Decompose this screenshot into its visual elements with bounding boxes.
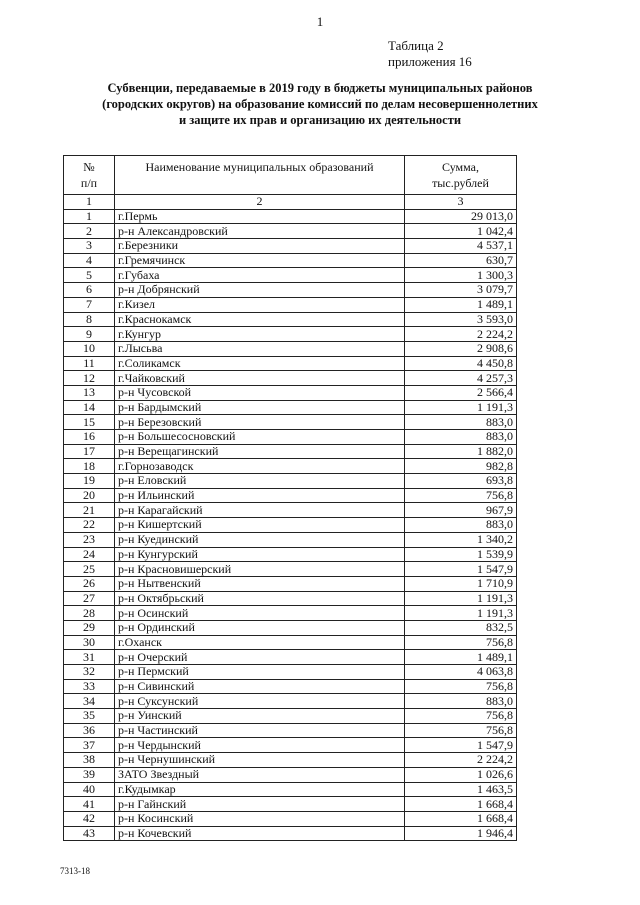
municipality-name: р-н Чусовской bbox=[115, 385, 405, 400]
table-row bbox=[64, 694, 517, 709]
municipality-name: г.Краснокамск bbox=[115, 312, 405, 327]
municipality-name: р-н Осинский bbox=[115, 606, 405, 621]
table-row bbox=[64, 576, 517, 591]
amount: 883,0 bbox=[405, 430, 517, 445]
table-row bbox=[64, 797, 517, 812]
amount: 1 668,4 bbox=[405, 811, 517, 826]
row-number: 32 bbox=[64, 665, 115, 680]
table-row bbox=[64, 253, 517, 268]
appendix-label: приложения 16 bbox=[388, 54, 472, 69]
amount: 883,0 bbox=[405, 694, 517, 709]
table-row bbox=[64, 665, 517, 680]
table-row bbox=[64, 297, 517, 312]
table-row bbox=[64, 268, 517, 283]
table-row bbox=[64, 444, 517, 459]
amount: 1 191,3 bbox=[405, 606, 517, 621]
row-number: 28 bbox=[64, 606, 115, 621]
amount: 1 710,9 bbox=[405, 576, 517, 591]
column-index: 1 bbox=[64, 195, 115, 210]
row-number: 37 bbox=[64, 738, 115, 753]
amount: 756,8 bbox=[405, 723, 517, 738]
amount: 2 224,2 bbox=[405, 753, 517, 768]
title-line: Субвенции, передаваемые в 2019 году в бюджеты муниципальных районов bbox=[107, 81, 533, 95]
row-number: 5 bbox=[64, 268, 115, 283]
amount: 1 489,1 bbox=[405, 650, 517, 665]
amount: 4 450,8 bbox=[405, 356, 517, 371]
row-number: 38 bbox=[64, 753, 115, 768]
table-header-row bbox=[64, 156, 517, 195]
row-number: 11 bbox=[64, 356, 115, 371]
row-number: 33 bbox=[64, 679, 115, 694]
amount: 29 013,0 bbox=[405, 209, 517, 224]
table-row bbox=[64, 356, 517, 371]
municipality-name: р-н Пермский bbox=[115, 665, 405, 680]
row-number: 13 bbox=[64, 385, 115, 400]
amount: 3 079,7 bbox=[405, 283, 517, 298]
table-row bbox=[64, 782, 517, 797]
table-row bbox=[64, 239, 517, 254]
municipality-name: р-н Большесосновский bbox=[115, 430, 405, 445]
amount: 693,8 bbox=[405, 474, 517, 489]
municipality-name: р-н Кишертский bbox=[115, 518, 405, 533]
row-number: 27 bbox=[64, 591, 115, 606]
row-number: 42 bbox=[64, 811, 115, 826]
row-number: 1 bbox=[64, 209, 115, 224]
amount: 756,8 bbox=[405, 488, 517, 503]
row-number: 41 bbox=[64, 797, 115, 812]
municipality-name: г.Гремячинск bbox=[115, 253, 405, 268]
amount: 1 026,6 bbox=[405, 767, 517, 782]
table-row bbox=[64, 826, 517, 841]
municipality-name: р-н Ильинский bbox=[115, 488, 405, 503]
municipality-name: р-н Чердынский bbox=[115, 738, 405, 753]
table-row bbox=[64, 518, 517, 533]
row-number: 39 bbox=[64, 767, 115, 782]
row-number: 22 bbox=[64, 518, 115, 533]
table-row bbox=[64, 606, 517, 621]
column-index: 2 bbox=[115, 195, 405, 210]
row-number: 18 bbox=[64, 459, 115, 474]
header-sum-line: Сумма, bbox=[442, 160, 479, 174]
amount: 1 547,9 bbox=[405, 738, 517, 753]
municipality-name: г.Горнозаводск bbox=[115, 459, 405, 474]
table-label: Таблица 2 bbox=[388, 38, 444, 53]
amount: 1 547,9 bbox=[405, 562, 517, 577]
table-row bbox=[64, 224, 517, 239]
municipality-name: р-н Еловский bbox=[115, 474, 405, 489]
table-row bbox=[64, 371, 517, 386]
table-row bbox=[64, 327, 517, 342]
header-number-line: п/п bbox=[80, 176, 98, 190]
amount: 1 191,3 bbox=[405, 400, 517, 415]
municipality-name: г.Лысьва bbox=[115, 341, 405, 356]
row-number: 35 bbox=[64, 709, 115, 724]
table-row bbox=[64, 811, 517, 826]
amount: 756,8 bbox=[405, 679, 517, 694]
municipality-name: р-н Александровский bbox=[115, 224, 405, 239]
row-number: 20 bbox=[64, 488, 115, 503]
table-row bbox=[64, 738, 517, 753]
row-number: 19 bbox=[64, 474, 115, 489]
row-number: 25 bbox=[64, 562, 115, 577]
table-row bbox=[64, 283, 517, 298]
municipality-name: г.Березники bbox=[115, 239, 405, 254]
table-row bbox=[64, 415, 517, 430]
row-number: 31 bbox=[64, 650, 115, 665]
row-number: 36 bbox=[64, 723, 115, 738]
table-row bbox=[64, 650, 517, 665]
row-number: 9 bbox=[64, 327, 115, 342]
municipality-name: р-н Сивинский bbox=[115, 679, 405, 694]
amount: 1 042,4 bbox=[405, 224, 517, 239]
table-row bbox=[64, 562, 517, 577]
table-row bbox=[64, 709, 517, 724]
table-row bbox=[64, 591, 517, 606]
table-row bbox=[64, 474, 517, 489]
header-name: Наименование муниципальных образований bbox=[115, 156, 405, 195]
amount: 756,8 bbox=[405, 709, 517, 724]
municipality-name: р-н Верещагинский bbox=[115, 444, 405, 459]
amount: 630,7 bbox=[405, 253, 517, 268]
amount: 1 489,1 bbox=[405, 297, 517, 312]
amount: 1 539,9 bbox=[405, 547, 517, 562]
header-number bbox=[64, 156, 115, 195]
row-number: 6 bbox=[64, 283, 115, 298]
row-number: 14 bbox=[64, 400, 115, 415]
row-number: 12 bbox=[64, 371, 115, 386]
table-row bbox=[64, 767, 517, 782]
municipality-name: р-н Частинский bbox=[115, 723, 405, 738]
amount: 967,9 bbox=[405, 503, 517, 518]
municipality-name: р-н Очерский bbox=[115, 650, 405, 665]
row-number: 24 bbox=[64, 547, 115, 562]
amount: 1 191,3 bbox=[405, 591, 517, 606]
amount: 2 566,4 bbox=[405, 385, 517, 400]
amount: 4 257,3 bbox=[405, 371, 517, 386]
amount: 1 946,4 bbox=[405, 826, 517, 841]
table-row bbox=[64, 341, 517, 356]
row-number: 7 bbox=[64, 297, 115, 312]
table-row bbox=[64, 488, 517, 503]
row-number: 26 bbox=[64, 576, 115, 591]
row-number: 3 bbox=[64, 239, 115, 254]
municipality-name: р-н Косинский bbox=[115, 811, 405, 826]
amount: 756,8 bbox=[405, 635, 517, 650]
row-number: 15 bbox=[64, 415, 115, 430]
amount: 883,0 bbox=[405, 415, 517, 430]
municipality-name: г.Кизел bbox=[115, 297, 405, 312]
document-title bbox=[60, 80, 580, 128]
municipality-name: р-н Чернушинский bbox=[115, 753, 405, 768]
row-number: 8 bbox=[64, 312, 115, 327]
table-row bbox=[64, 723, 517, 738]
municipality-name: г.Кудымкар bbox=[115, 782, 405, 797]
header-number-line: № bbox=[83, 160, 95, 174]
page-number: 1 bbox=[316, 14, 324, 29]
table-row bbox=[64, 635, 517, 650]
amount: 832,5 bbox=[405, 620, 517, 635]
municipality-name: р-н Гайнский bbox=[115, 797, 405, 812]
title-line: и защите их прав и организацию их деятельности bbox=[178, 113, 462, 127]
amount: 1 463,5 bbox=[405, 782, 517, 797]
amount: 4 537,1 bbox=[405, 239, 517, 254]
amount: 1 882,0 bbox=[405, 444, 517, 459]
municipality-name: р-н Уинский bbox=[115, 709, 405, 724]
footer-code: 7313-18 bbox=[60, 866, 90, 876]
municipality-name: г.Губаха bbox=[115, 268, 405, 283]
table-row bbox=[64, 547, 517, 562]
table-row bbox=[64, 312, 517, 327]
header-sum bbox=[405, 156, 517, 195]
row-number: 21 bbox=[64, 503, 115, 518]
municipality-name: р-н Куединский bbox=[115, 532, 405, 547]
amount: 2 908,6 bbox=[405, 341, 517, 356]
column-index-row bbox=[64, 195, 517, 210]
table-row bbox=[64, 385, 517, 400]
table-row bbox=[64, 430, 517, 445]
municipality-name: р-н Ординский bbox=[115, 620, 405, 635]
municipality-name: г.Чайковский bbox=[115, 371, 405, 386]
title-line: (городских округов) на образование комиссий по делам несовершеннолетних bbox=[102, 97, 538, 111]
table-row bbox=[64, 209, 517, 224]
row-number: 23 bbox=[64, 532, 115, 547]
amount: 4 063,8 bbox=[405, 665, 517, 680]
row-number: 16 bbox=[64, 430, 115, 445]
row-number: 29 bbox=[64, 620, 115, 635]
municipality-name: р-н Красновишерский bbox=[115, 562, 405, 577]
table-row bbox=[64, 753, 517, 768]
amount: 1 340,2 bbox=[405, 532, 517, 547]
amount: 1 668,4 bbox=[405, 797, 517, 812]
municipality-name: г.Соликамск bbox=[115, 356, 405, 371]
row-number: 34 bbox=[64, 694, 115, 709]
amount: 982,8 bbox=[405, 459, 517, 474]
municipality-name: г.Пермь bbox=[115, 209, 405, 224]
table-row bbox=[64, 459, 517, 474]
municipality-name: р-н Добрянский bbox=[115, 283, 405, 298]
row-number: 17 bbox=[64, 444, 115, 459]
row-number: 4 bbox=[64, 253, 115, 268]
municipality-name: р-н Октябрьский bbox=[115, 591, 405, 606]
amount: 1 300,3 bbox=[405, 268, 517, 283]
row-number: 10 bbox=[64, 341, 115, 356]
amount: 2 224,2 bbox=[405, 327, 517, 342]
row-number: 30 bbox=[64, 635, 115, 650]
amount: 883,0 bbox=[405, 518, 517, 533]
amount: 3 593,0 bbox=[405, 312, 517, 327]
municipality-name: р-н Кочевский bbox=[115, 826, 405, 841]
municipality-name: р-н Бардымский bbox=[115, 400, 405, 415]
subvention-table bbox=[63, 155, 517, 841]
municipality-name: г.Кунгур bbox=[115, 327, 405, 342]
table-row bbox=[64, 679, 517, 694]
column-index: 3 bbox=[405, 195, 517, 210]
table-reference bbox=[388, 38, 472, 70]
row-number: 2 bbox=[64, 224, 115, 239]
table-row bbox=[64, 503, 517, 518]
municipality-name: р-н Суксунский bbox=[115, 694, 405, 709]
municipality-name: р-н Кунгурский bbox=[115, 547, 405, 562]
table-row bbox=[64, 532, 517, 547]
table-row bbox=[64, 400, 517, 415]
municipality-name: р-н Березовский bbox=[115, 415, 405, 430]
table-row bbox=[64, 620, 517, 635]
header-sum-line: тыс.рублей bbox=[432, 176, 489, 190]
row-number: 43 bbox=[64, 826, 115, 841]
municipality-name: р-н Нытвенский bbox=[115, 576, 405, 591]
municipality-name: ЗАТО Звездный bbox=[115, 767, 405, 782]
row-number: 40 bbox=[64, 782, 115, 797]
municipality-name: г.Оханск bbox=[115, 635, 405, 650]
municipality-name: р-н Карагайский bbox=[115, 503, 405, 518]
